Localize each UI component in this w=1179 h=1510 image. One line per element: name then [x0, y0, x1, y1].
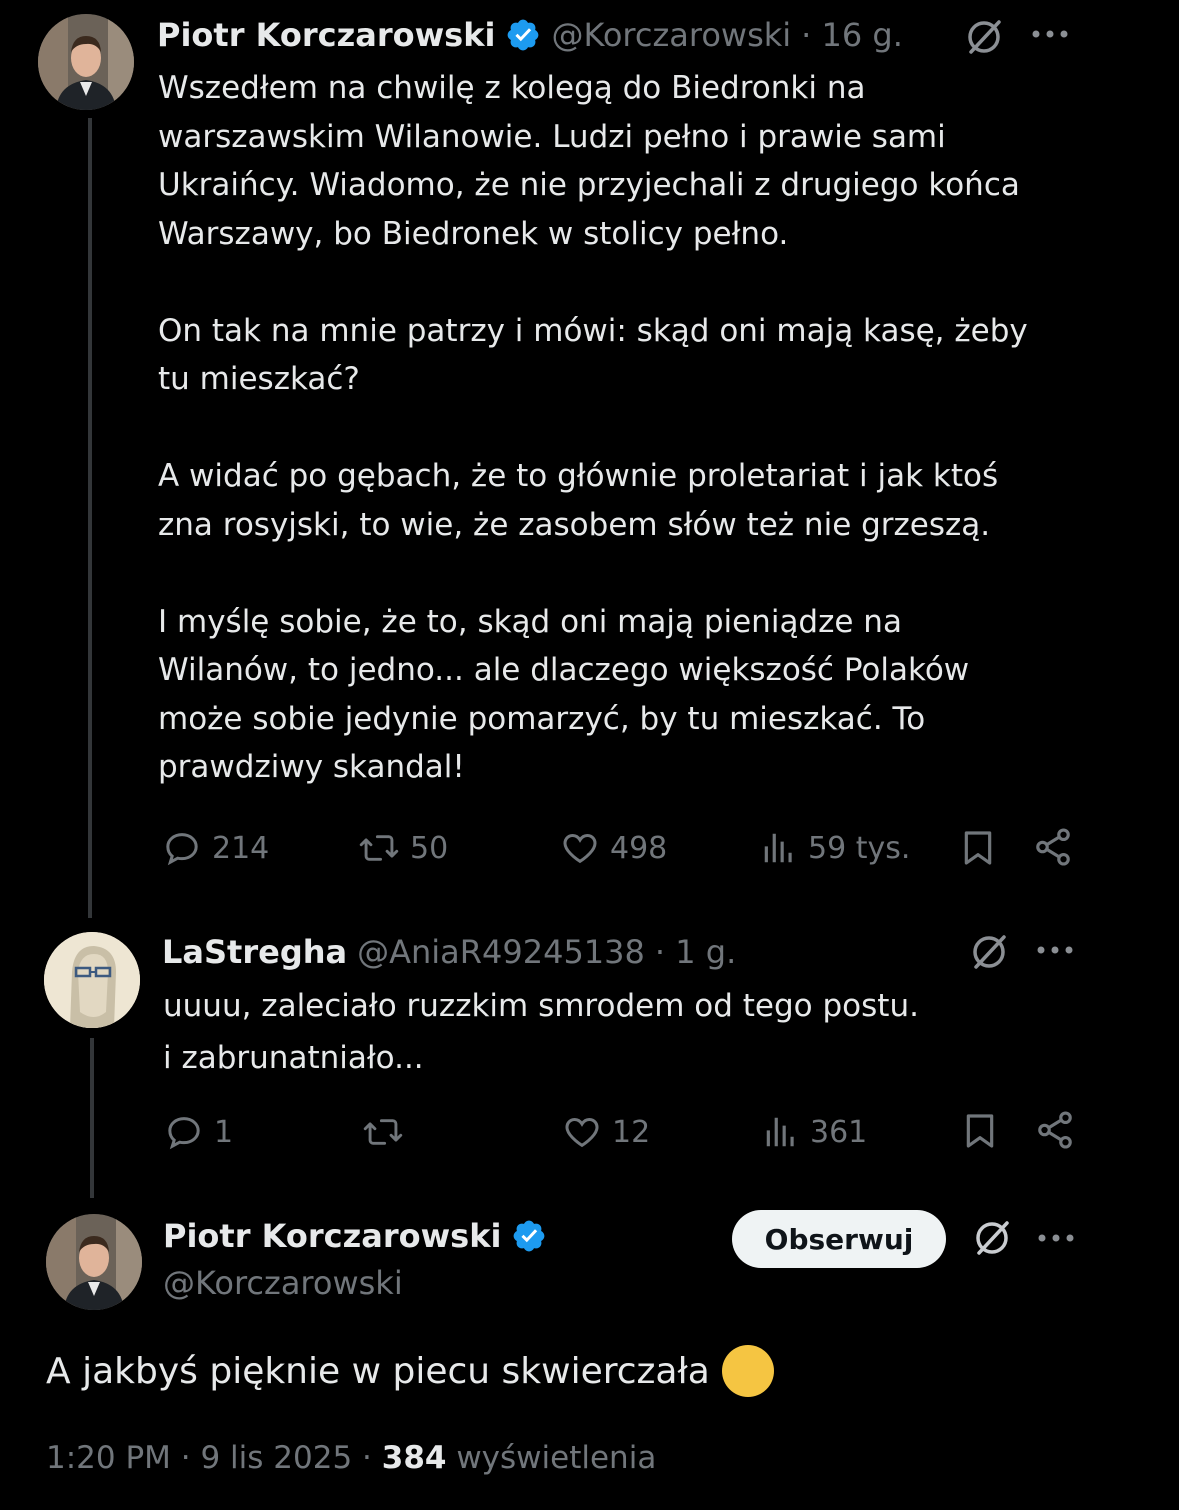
like-count: 12 — [612, 1114, 651, 1150]
tweet-text — [46, 1345, 774, 1397]
follow-button[interactable]: Obserwuj — [732, 1210, 946, 1268]
views-count: 361 — [810, 1114, 868, 1150]
reply-icon — [164, 1112, 204, 1152]
verified-badge-icon — [511, 1218, 547, 1254]
grok-icon[interactable] — [970, 1216, 1014, 1260]
thread-line — [90, 1038, 94, 1198]
thread-line — [88, 118, 92, 918]
views-icon — [762, 1112, 800, 1152]
author-name[interactable]: Piotr Korczarowski — [157, 16, 496, 54]
avatar[interactable] — [44, 932, 140, 1028]
views-count: 59 tys. — [808, 830, 911, 866]
share-icon[interactable] — [1032, 826, 1074, 868]
more-icon[interactable] — [1035, 944, 1075, 956]
views-button[interactable] — [762, 1112, 867, 1152]
repost-button[interactable] — [358, 828, 448, 868]
author-name[interactable]: Piotr Korczarowski — [163, 1217, 502, 1255]
bookmark-icon[interactable] — [958, 827, 998, 869]
like-count: 498 — [610, 830, 668, 866]
more-icon[interactable] — [1036, 1232, 1076, 1244]
grok-icon[interactable] — [962, 15, 1006, 59]
timestamp[interactable]: 1:20 PM · 9 lis 2025 · — [46, 1440, 372, 1476]
reply-button[interactable] — [164, 1112, 233, 1152]
timestamp[interactable]: · 1 g. — [654, 933, 737, 971]
author-handle[interactable]: @Korczarowski — [551, 16, 792, 54]
views-button[interactable] — [760, 828, 910, 868]
verified-badge-icon — [505, 17, 541, 53]
tweet-text: uuuu, zaleciało ruzzkim smrodem od tego postu. i zabrunatniało... — [163, 988, 919, 1076]
share-icon[interactable] — [1034, 1109, 1076, 1151]
bookmark-icon[interactable] — [960, 1110, 1000, 1152]
views-count: 384 — [381, 1440, 447, 1476]
repost-count: 50 — [410, 830, 449, 866]
repost-button[interactable] — [362, 1112, 414, 1152]
views-label: wyświetlenia — [456, 1440, 657, 1476]
pleading-face-emoji-icon — [722, 1345, 774, 1397]
author-name[interactable]: LaStregha — [162, 933, 348, 971]
author-handle[interactable]: @Korczarowski — [163, 1264, 403, 1302]
tweet-text-content: A jakbyś pięknie w piecu skwierczała — [46, 1350, 710, 1392]
reply-count: 1 — [214, 1114, 234, 1150]
like-button[interactable] — [562, 1112, 650, 1152]
views-icon — [760, 828, 798, 868]
repost-icon — [358, 828, 400, 868]
like-icon — [562, 1112, 602, 1152]
tweet-meta — [46, 1440, 656, 1476]
like-button[interactable] — [560, 828, 667, 868]
grok-icon[interactable] — [967, 930, 1011, 974]
like-icon — [560, 828, 600, 868]
tweet-text: Wszedłem na chwilę z kolegą do Biedronki na warszawskim Wilanowie. Ludzi pełno i prawie sami Ukraińcy. Wiadomo, że nie przyjechali z drugiego końca Warszawy, bo Biedronek w stolicy pełno. On tak na mnie patrzy i mówi: skąd oni mają kasę, żeby tu mieszkać? A widać po gębach, że to głównie proletariat i jak ktoś zna rosyjski, to wie, że zasobem słów też nie grzeszą. I myślę sobie, że to, skąd oni mają pieniądze na Wilanów, to jedno... ale dlaczego większość Polaków może sobie jedynie pomarzyć, by tu mieszkać. To prawdziwy skandal! — [158, 70, 1028, 785]
reply-icon — [162, 828, 202, 868]
reply-count: 214 — [212, 830, 270, 866]
avatar[interactable] — [46, 1214, 142, 1310]
avatar[interactable] — [38, 14, 134, 110]
reply-button[interactable] — [162, 828, 269, 868]
repost-icon — [362, 1112, 404, 1152]
author-handle[interactable]: @AniaR49245138 — [357, 933, 645, 971]
more-icon[interactable] — [1030, 28, 1070, 40]
timestamp[interactable]: · 16 g. — [801, 16, 903, 54]
